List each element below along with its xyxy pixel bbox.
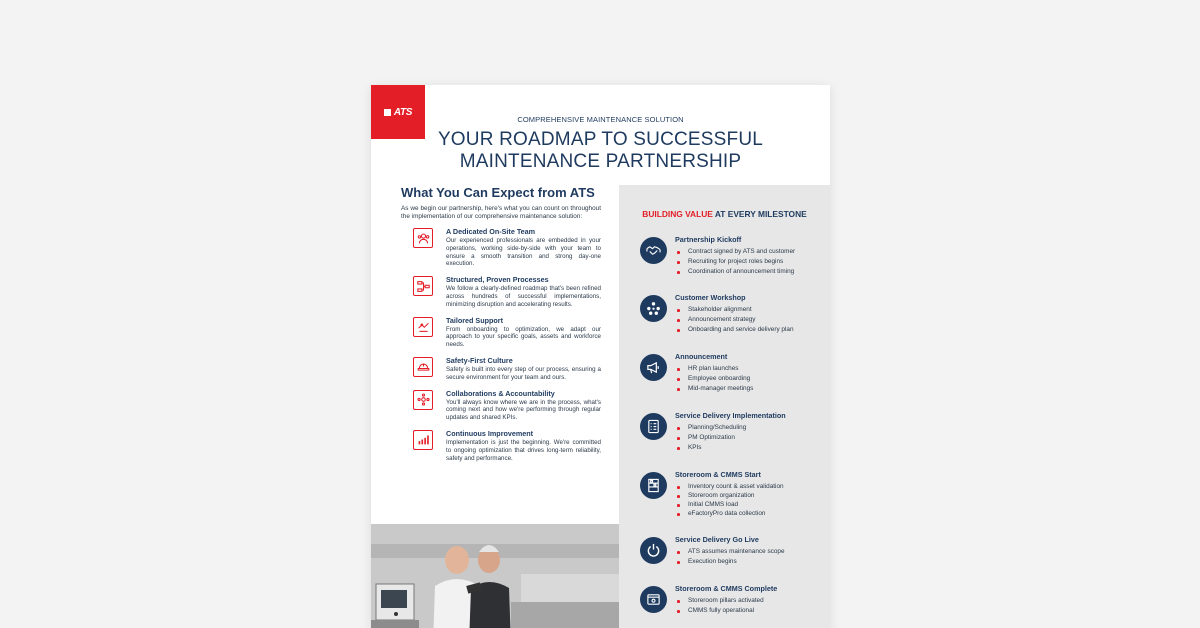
milestone-bullet: PM Optimization (675, 433, 786, 443)
milestone-bullet: Recruiting for project roles begins (675, 257, 795, 267)
milestone-item (640, 535, 825, 567)
milestone-bullet: HR plan launches (675, 364, 753, 374)
feature-title: Continuous Improvement (446, 428, 534, 438)
milestone-bullet: Storeroom pillars activated (675, 596, 777, 606)
milestone-item (640, 470, 825, 518)
milestone-bullet: Planning/Scheduling (675, 423, 786, 433)
milestone-title: Partnership Kickoff (675, 235, 742, 244)
milestone-title: Service Delivery Implementation (675, 411, 786, 420)
milestone-bullet: Mid-manager meetings (675, 384, 753, 394)
milestone-title: Announcement (675, 352, 728, 361)
milestone-bullet: Storeroom organization (675, 491, 784, 500)
feature-item (401, 316, 601, 349)
milestone-bullet: Inventory count & asset validation (675, 482, 784, 491)
feature-title: Tailored Support (446, 315, 503, 325)
milestone-bullet: Stakeholder alignment (675, 305, 794, 315)
milestone-item (640, 235, 825, 278)
factory-workers-photo (371, 524, 619, 628)
milestone-item (640, 411, 825, 454)
milestones-heading-rest: AT EVERY MILESTONE (712, 209, 807, 219)
milestone-bullet: Announcement strategy (675, 315, 794, 325)
milestone-bullet: CMMS fully operational (675, 606, 777, 616)
milestone-bullet: Coordination of announcement timing (675, 267, 795, 277)
tailored-support-icon (413, 317, 433, 337)
document-title (371, 129, 830, 173)
workshop-people-icon (640, 295, 667, 322)
feature-title: Collaborations & Accountability (446, 388, 555, 398)
storeroom-shelves-icon (640, 472, 667, 499)
feature-title: Safety-First Culture (446, 355, 513, 365)
milestone-bullet: eFactoryPro data collection (675, 509, 784, 518)
roadmap-document (371, 85, 830, 628)
feature-item (401, 227, 601, 268)
milestone-bullet: ATS assumes maintenance scope (675, 547, 785, 557)
feature-text: Safety is built into every step of our process, ensuring a secure environment for your team and ours. (446, 365, 601, 381)
feature-item (401, 429, 601, 462)
feature-text: Implementation is just the beginning. We're committed to ongoing optimization that drives long-term reliability, safety and performance. (446, 438, 601, 462)
feature-item (401, 389, 601, 422)
megaphone-icon (640, 354, 667, 381)
title-line-2: MAINTENANCE PARTNERSHIP (459, 151, 742, 172)
milestone-bullet: Employee onboarding (675, 374, 753, 384)
collaboration-icon (413, 390, 433, 410)
milestones-panel (619, 185, 830, 628)
milestone-bullet: Onboarding and service delivery plan (675, 325, 794, 335)
milestone-item (640, 293, 825, 336)
feature-text: You'll always know where we are in the process, what's coming next and how we're performing through regular updates and shared KPIs. (446, 398, 601, 422)
milestones-heading (619, 209, 830, 219)
expect-heading: What You Can Expect from ATS (401, 185, 595, 200)
safety-helmet-icon (413, 357, 433, 377)
milestone-bullet: KPIs (675, 443, 786, 453)
growth-chart-icon (413, 430, 433, 450)
logo-text: ATS (393, 106, 413, 118)
milestone-title: Storeroom & CMMS Start (675, 470, 761, 479)
milestone-title: Service Delivery Go Live (675, 535, 759, 544)
milestone-item (640, 352, 825, 395)
checklist-icon (640, 413, 667, 440)
feature-title: Structured, Proven Processes (446, 275, 549, 285)
expect-intro: As we begin our partnership, here's what you can count on throughout the implementation of our comprehensive maintenance solution: (401, 205, 601, 220)
team-icon (413, 228, 433, 248)
computer-window-icon (640, 586, 667, 613)
feature-text: From onboarding to optimization, we adapt our approach to your specific goals, assets and workforce needs. (446, 325, 601, 349)
feature-text: Our experienced professionals are embedded in your operations, working side-by-side with your team to ensure a smooth transition and strong day-one execution. (446, 237, 601, 268)
feature-text: We follow a clearly-defined roadmap that's been refined across hundreds of successful implementations, minimizing disruption and accelerating results. (446, 285, 601, 308)
milestone-bullet: Initial CMMS load (675, 500, 784, 509)
feature-item (401, 275, 601, 308)
expect-section (401, 185, 601, 469)
title-line-1: YOUR ROADMAP TO SUCCESSFUL (437, 129, 764, 150)
milestone-item (640, 584, 825, 616)
milestone-bullet: Contract signed by ATS and customer (675, 247, 795, 257)
power-icon (640, 537, 667, 564)
milestone-title: Storeroom & CMMS Complete (675, 584, 778, 593)
milestone-bullet: Execution begins (675, 557, 785, 567)
milestone-title: Customer Workshop (675, 293, 746, 302)
milestones-heading-highlight: BUILDING VALUE (642, 209, 713, 219)
process-flow-icon (413, 276, 433, 296)
feature-item (401, 356, 601, 382)
feature-title: A Dedicated On-Site Team (446, 227, 536, 236)
document-kicker: COMPREHENSIVE MAINTENANCE SOLUTION (517, 115, 684, 124)
handshake-icon (640, 237, 667, 264)
